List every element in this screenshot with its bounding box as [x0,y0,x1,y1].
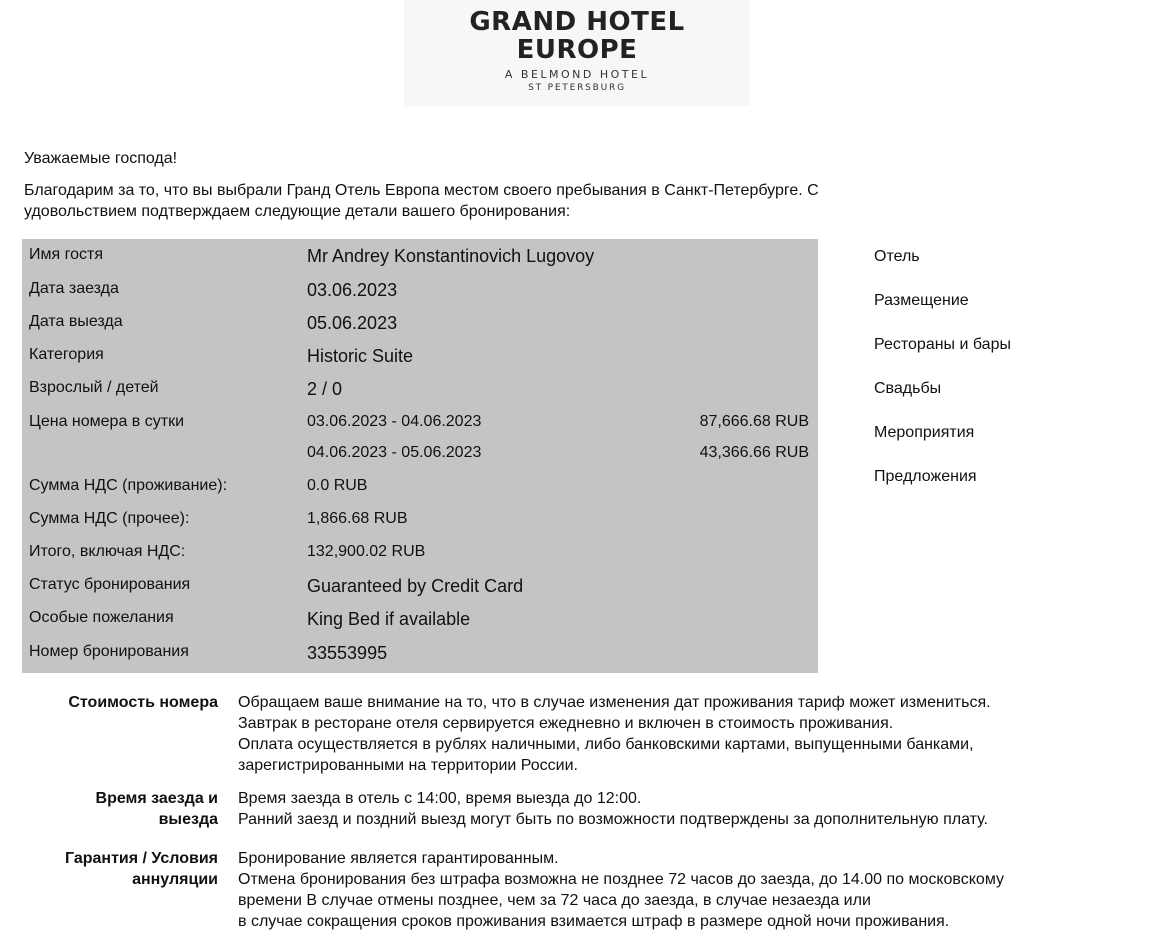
arrival-label: Дата заезда [29,280,119,297]
vat-other-label: Сумма НДС (прочее): [29,510,190,527]
term-title-line: Стоимость номера [68,694,218,711]
detail-row-confirmation [22,643,818,673]
category-value: Historic Suite [307,346,414,366]
logo-title-line2: EUROPE [516,35,638,65]
confirmation-label: Номер бронирования [29,643,189,660]
total-value: 132,900.02 RUB [307,543,426,560]
term-title [24,848,218,890]
category-label: Категория [29,346,104,363]
term-title-line: Время заезда и [95,790,218,807]
nav-item-restaurants[interactable]: Рестораны и бары [874,336,1011,353]
term-title [24,692,218,713]
nav-item-hotel[interactable]: Отель [874,248,920,265]
occupancy-label: Взрослый / детей [29,379,159,396]
vat-other-value: 1,866.68 RUB [307,510,408,527]
hotel-nav [874,248,1011,512]
detail-row-rate-night-1 [22,413,818,443]
rate-period: 04.06.2023 - 05.06.2023 [307,444,482,461]
detail-row-departure [22,313,818,343]
term-line: зарегистрированными на территории России. [238,757,578,774]
term-line: Ранний заезд и поздний выезд могут быть по возможности подтверждены за дополнительную плату. [238,811,988,828]
detail-row-vat-other [22,510,818,540]
status-value: Guaranteed by Credit Card [307,576,524,596]
rate-period: 03.06.2023 - 04.06.2023 [307,413,482,430]
term-line: Отмена бронирования без штрафа возможна не позднее 72 часов до заезда, до 14.00 по московскому [238,871,1004,888]
departure-value: 05.06.2023 [307,313,398,333]
nav-item-weddings[interactable]: Свадьбы [874,380,942,397]
term-line: Оплата осуществляется в рублях наличными, либо банковскими картами, выпущенными банками, [238,736,974,753]
status-label: Статус бронирования [29,576,191,593]
term-body [238,692,1144,776]
greeting: Уважаемые господа! [24,150,178,167]
detail-row-guest-name [22,246,818,276]
term-line: Обращаем ваше внимание на то, что в случае изменения дат проживания тариф может измениться. [238,694,991,711]
booking-details-panel [22,239,818,673]
rate-amount: 43,366.66 RUB [699,444,809,461]
logo-subtitle: A BELMOND HOTEL [504,68,650,81]
term-body [238,788,1144,830]
nav-item-accommodation[interactable]: Размещение [874,292,969,309]
detail-row-rate-night-2 [22,444,818,474]
term-line: в случае сокращения сроков проживания взимается штраф в размере одной ночи проживания. [238,913,950,930]
detail-row-arrival [22,280,818,310]
term-title-line: выезда [158,811,218,828]
total-label: Итого, включая НДС: [29,543,186,560]
hotel-logo [404,0,750,106]
detail-row-category [22,346,818,376]
term-line: Бронирование является гарантированным. [238,850,559,867]
logo-title-line1: GRAND HOTEL [469,7,685,37]
logo-city: ST PETERSBURG [528,83,626,93]
detail-row-requests [22,609,818,639]
occupancy-value: 2 / 0 [307,379,343,399]
term-room-cost [24,692,1144,788]
confirmation-value: 33553995 [307,643,388,663]
guest-name-value: Mr Andrey Konstantinovich Lugovoy [307,246,595,266]
term-line: Время заезда в отель с 14:00, время выезда до 12:00. [238,790,642,807]
rate-amount: 87,666.68 RUB [699,413,809,430]
term-body [238,848,1144,932]
term-title [24,788,218,830]
term-checkin [24,788,1144,848]
term-guarantee [24,848,1144,938]
detail-row-vat-accommodation [22,477,818,507]
departure-label: Дата выезда [29,313,123,330]
terms-section [24,692,1144,938]
vat-accommodation-value: 0.0 RUB [307,477,368,494]
detail-row-status [22,576,818,606]
detail-row-occupancy [22,379,818,409]
arrival-value: 03.06.2023 [307,280,398,300]
term-title-line: Гарантия / Условия [64,850,218,867]
vat-accommodation-label: Сумма НДС (проживание): [29,477,228,494]
rate-label: Цена номера в сутки [29,413,184,430]
requests-label: Особые пожелания [29,609,174,626]
term-title-line: аннуляции [132,871,218,888]
term-line: Завтрак в ресторане отеля сервируется ежедневно и включен в стоимость проживания. [238,715,894,732]
guest-name-label: Имя гостя [29,246,103,263]
requests-value: King Bed if available [307,609,471,629]
intro-text: Благодарим за то, что вы выбрали Гранд Отель Европа местом своего пребывания в Санкт-Петербурге. С удовольствием подтверждаем следующие детали вашего бронирования: [24,182,819,220]
nav-item-offers[interactable]: Предложения [874,468,977,485]
nav-item-events[interactable]: Мероприятия [874,424,975,441]
term-line: времени В случае отмены позднее, чем за 72 часа до заезда, в случае незаезда или [238,892,871,909]
detail-row-total [22,543,818,573]
